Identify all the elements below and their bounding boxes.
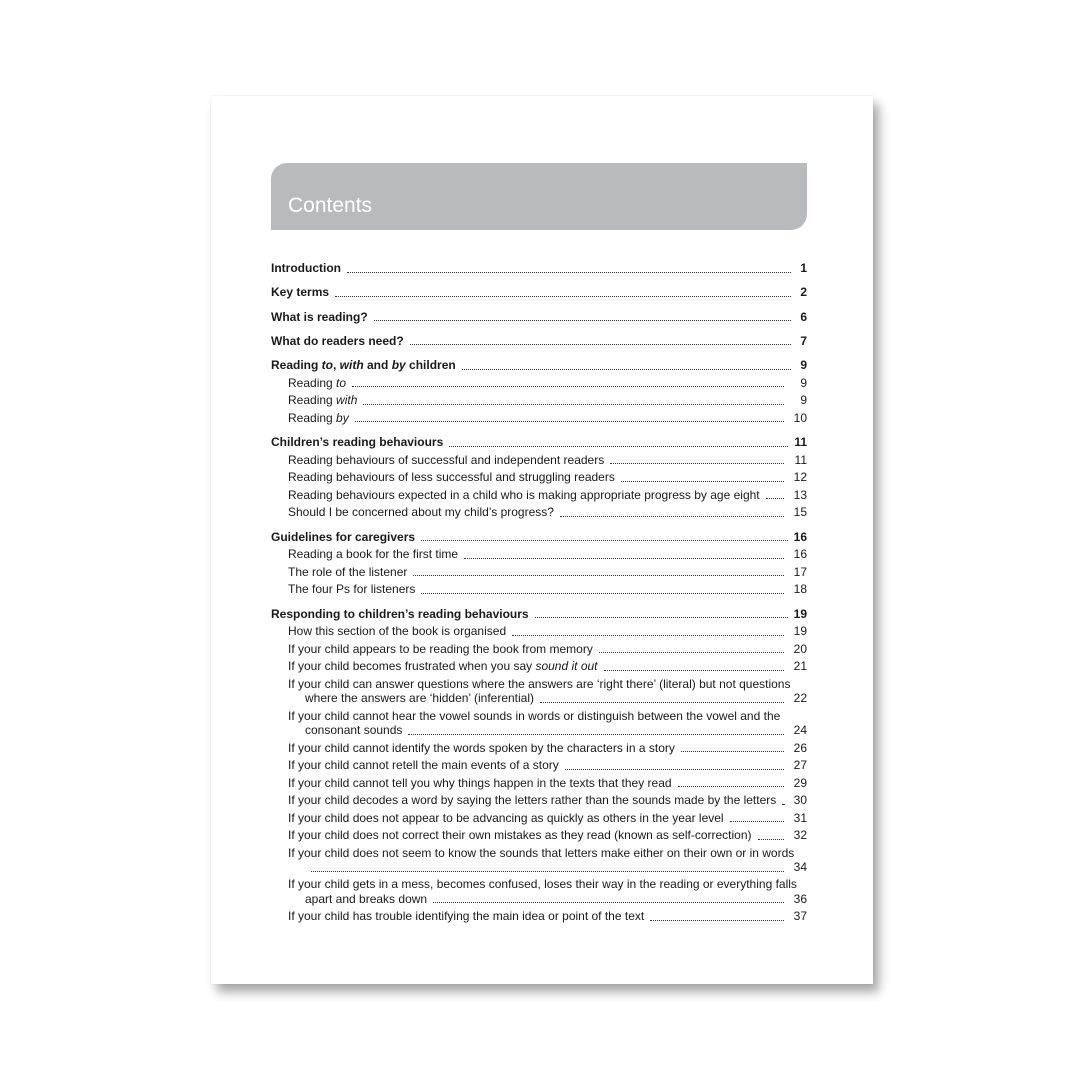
toc-section-entry[interactable] <box>271 607 807 622</box>
toc-page-number: 13 <box>793 487 807 502</box>
toc-entry-title <box>288 470 615 485</box>
toc-title-fragment: If your child decodes a word by saying the letters rather than the sounds made by the letters <box>288 793 777 808</box>
toc-title-fragment: and <box>363 358 392 373</box>
dot-leader <box>413 574 784 576</box>
toc-title-fragment: Reading a book for the first time <box>288 547 459 562</box>
toc-page-number: 27 <box>793 758 807 773</box>
toc-subsection-entry[interactable] <box>288 470 807 485</box>
toc-title-fragment: where the answers are ‘hidden’ (inferential) <box>305 691 535 706</box>
toc-entry-title <box>288 776 672 791</box>
toc-title-fragment: Responding to children’s reading behaviours <box>271 606 529 621</box>
toc-entry-title <box>288 758 559 773</box>
toc-page-number: 16 <box>793 547 807 562</box>
toc-entry-title-line: If your child does not seem to know the sounds that letters make either on their own or in words <box>288 845 795 860</box>
dot-leader <box>355 420 784 422</box>
dot-leader <box>352 385 784 387</box>
toc-entry-title <box>288 488 760 503</box>
toc-title-fragment: Reading behaviours of successful and independent readers <box>288 452 605 467</box>
dot-leader <box>560 515 784 517</box>
toc-section-entry[interactable] <box>271 334 807 349</box>
toc-page-number: 9 <box>800 375 807 390</box>
toc-title-fragment: If your child does not appear to be advancing as quickly as others in the year level <box>288 810 724 825</box>
toc-section-entry[interactable] <box>271 285 807 300</box>
toc-title-fragment: If your child appears to be reading the book from memory <box>288 641 593 656</box>
toc-title-fragment: with <box>339 358 364 373</box>
dot-leader <box>621 480 784 482</box>
toc-page-number: 10 <box>793 410 807 425</box>
toc-entry-title <box>271 607 529 622</box>
toc-title-fragment: The role of the listener <box>288 564 408 579</box>
toc-title-fragment: Reading <box>288 410 337 425</box>
toc-title-fragment: sound it out <box>535 659 598 674</box>
toc-page-number: 11 <box>794 435 807 450</box>
toc-page-number: 11 <box>794 452 807 467</box>
toc-entry-title <box>288 505 554 520</box>
toc-title-fragment: If your child does not correct their own mistakes as they read (known as self-correction) <box>288 828 752 843</box>
dot-leader <box>363 403 784 405</box>
toc-subsection-entry[interactable] <box>288 565 807 580</box>
toc-entry-title <box>288 909 644 924</box>
dot-leader <box>464 557 784 559</box>
toc-title-fragment: Introduction <box>271 261 341 275</box>
dot-leader <box>782 803 784 805</box>
toc-entry-title <box>288 892 427 907</box>
toc-subsection-entry[interactable] <box>288 758 807 773</box>
dot-leader <box>604 669 785 671</box>
toc-entry-title <box>288 547 458 562</box>
toc-entry-title <box>288 741 675 756</box>
toc-page-number: 22 <box>793 691 807 706</box>
toc-page-number: 37 <box>793 909 807 924</box>
dot-leader <box>462 368 791 370</box>
toc-entry-title <box>288 723 402 738</box>
toc-entry-title <box>288 659 598 674</box>
toc-page-number: 36 <box>793 891 807 906</box>
toc-subsection-entry[interactable] <box>288 828 807 843</box>
toc-page-number: 30 <box>793 793 807 808</box>
toc-page-number: 32 <box>793 828 807 843</box>
toc-entry-title-line: If your child cannot hear the vowel sounds in words or distinguish between the vowel and the <box>288 708 781 723</box>
toc-title-fragment: How this section of the book is organised <box>288 624 507 639</box>
toc-entry-title <box>288 642 593 657</box>
toc-title-fragment: Guidelines for caregivers <box>271 529 416 544</box>
toc-page-number: 1 <box>800 261 807 275</box>
toc-entry-title <box>288 376 346 391</box>
toc-page-number: 12 <box>793 470 807 485</box>
dot-leader <box>408 733 784 735</box>
toc-subsection-entry[interactable] <box>288 811 807 826</box>
toc-title-fragment: with <box>336 393 358 408</box>
toc-title-fragment: Reading behaviours expected in a child who is making appropriate progress by age eight <box>288 487 760 502</box>
toc-subsection-entry[interactable] <box>288 642 807 657</box>
toc-subsection-entry[interactable] <box>288 582 807 597</box>
document-page <box>211 96 873 984</box>
toc-entry-title <box>288 624 506 639</box>
dot-leader <box>681 750 784 752</box>
toc-entry-title <box>288 691 534 706</box>
toc-page-number: 18 <box>793 582 807 597</box>
dot-leader <box>433 901 784 903</box>
toc-entry-title <box>288 393 357 408</box>
toc-page-number: 31 <box>793 810 807 825</box>
toc-entry-title <box>271 261 341 276</box>
toc-page-number: 24 <box>793 723 807 738</box>
dot-leader <box>421 539 788 541</box>
dot-leader <box>766 497 784 499</box>
toc-title-fragment: The four Ps for listeners <box>288 582 416 597</box>
toc-entry-title <box>288 793 776 808</box>
toc-page-number: 15 <box>793 505 807 520</box>
toc-title-fragment: Children’s reading behaviours <box>271 435 444 450</box>
dot-leader <box>535 616 788 618</box>
toc-entry-title <box>288 453 604 468</box>
toc-subsection-entry[interactable] <box>288 393 807 408</box>
toc-page-number: 29 <box>793 775 807 790</box>
toc-entry-title <box>271 310 368 325</box>
toc-page-number: 16 <box>793 529 807 544</box>
toc-title-fragment: If your child becomes frustrated when you say <box>288 659 536 674</box>
toc-title-fragment: consonant sounds <box>305 723 403 738</box>
toc-subsection-entry[interactable] <box>288 877 807 906</box>
toc-entry-title <box>288 828 752 843</box>
toc-page-number: 7 <box>800 333 807 348</box>
dot-leader <box>599 651 784 653</box>
toc-title-fragment: Reading <box>271 358 322 373</box>
toc-entry-title <box>271 285 329 300</box>
toc-subsection-entry[interactable] <box>288 793 807 808</box>
toc-section-entry[interactable] <box>271 261 807 276</box>
toc-page-number: 9 <box>800 358 807 373</box>
toc-title-fragment: by <box>336 410 349 425</box>
dot-leader <box>730 820 784 822</box>
toc-title-fragment: What is reading? <box>271 309 368 324</box>
toc-subsection-entry[interactable] <box>288 776 807 791</box>
page-title: Contents <box>288 194 373 217</box>
toc-subsection-entry[interactable] <box>288 659 807 674</box>
toc-page-number: 6 <box>800 309 807 324</box>
toc-page-number: 34 <box>793 860 807 875</box>
toc-entry-title <box>288 565 407 580</box>
toc-title-fragment: Reading <box>288 393 337 408</box>
toc-entry-title <box>288 411 349 426</box>
toc-subsection-entry[interactable] <box>288 709 807 738</box>
toc-page-number: 26 <box>793 740 807 755</box>
toc-entry-title <box>271 435 443 450</box>
toc-title-fragment: , <box>333 358 340 373</box>
dot-leader <box>347 271 791 273</box>
toc-entry-title <box>288 811 724 826</box>
dot-leader <box>311 870 784 872</box>
toc-page-number: 2 <box>800 285 807 300</box>
dot-leader <box>421 592 784 594</box>
toc-title-fragment: If your child cannot tell you why things happen in the texts that they read <box>288 775 672 790</box>
dot-leader <box>410 343 791 345</box>
toc-entry-title-line: If your child gets in a mess, becomes confused, loses their way in the reading or everything falls <box>288 877 797 892</box>
toc-title-fragment: Reading behaviours of less successful and struggling readers <box>288 470 615 485</box>
toc-subsection-entry[interactable] <box>288 505 807 520</box>
toc-section-entry[interactable] <box>271 358 807 373</box>
toc-page-number: 19 <box>793 606 807 621</box>
toc-page-number: 20 <box>793 641 807 656</box>
toc-page-number: 21 <box>793 659 807 674</box>
toc-subsection-entry[interactable] <box>288 411 807 426</box>
dot-leader <box>374 319 791 321</box>
toc-title-fragment: What do readers need? <box>271 333 404 348</box>
dot-leader <box>650 919 784 921</box>
toc-title-fragment: by <box>391 358 406 373</box>
toc-entry-title <box>271 530 415 545</box>
toc-subsection-entry[interactable] <box>288 909 807 924</box>
dot-leader <box>758 838 784 840</box>
toc-subsection-entry[interactable] <box>288 846 807 875</box>
contents-header-banner <box>271 163 807 230</box>
toc-title-fragment: Key terms <box>271 285 330 300</box>
dot-leader <box>335 295 791 297</box>
toc-title-fragment: Reading <box>288 375 337 390</box>
toc-title-fragment: to <box>336 375 347 390</box>
dot-leader <box>540 701 784 703</box>
toc-entry-title <box>271 358 456 373</box>
toc-page-number: 19 <box>793 624 807 639</box>
toc-subsection-entry[interactable] <box>288 624 807 639</box>
toc-subsection-entry[interactable] <box>288 677 807 706</box>
toc-page-number: 9 <box>800 393 807 408</box>
toc-subsection-entry[interactable] <box>288 741 807 756</box>
toc-title-fragment: apart and breaks down <box>305 891 428 906</box>
toc-entry-title <box>271 334 404 349</box>
toc-title-fragment: If your child cannot identify the words spoken by the characters in a story <box>288 740 675 755</box>
toc-subsection-entry[interactable] <box>288 547 807 562</box>
dot-leader <box>678 785 784 787</box>
dot-leader <box>610 462 784 464</box>
toc-section-entry[interactable] <box>271 530 807 545</box>
toc-entry-title <box>288 582 415 597</box>
dot-leader <box>512 634 784 636</box>
toc-subsection-entry[interactable] <box>288 488 807 503</box>
toc-section-entry[interactable] <box>271 310 807 325</box>
toc-title-fragment: If your child has trouble identifying the main idea or point of the text <box>288 909 645 924</box>
toc-title-fragment: Should I be concerned about my child’s progress? <box>288 505 554 520</box>
toc-section-entry[interactable] <box>271 435 807 450</box>
toc-title-fragment: to <box>321 358 333 373</box>
toc-subsection-entry[interactable] <box>288 453 807 468</box>
toc-entry-title-line: If your child can answer questions where the answers are ‘right there’ (literal) but not questions <box>288 676 791 691</box>
dot-leader <box>449 445 788 447</box>
toc-subsection-entry[interactable] <box>288 376 807 391</box>
dot-leader <box>565 768 784 770</box>
toc-title-fragment: If your child cannot retell the main events of a story <box>288 758 559 773</box>
toc-title-fragment: children <box>405 358 456 373</box>
toc-page-number: 17 <box>793 564 807 579</box>
